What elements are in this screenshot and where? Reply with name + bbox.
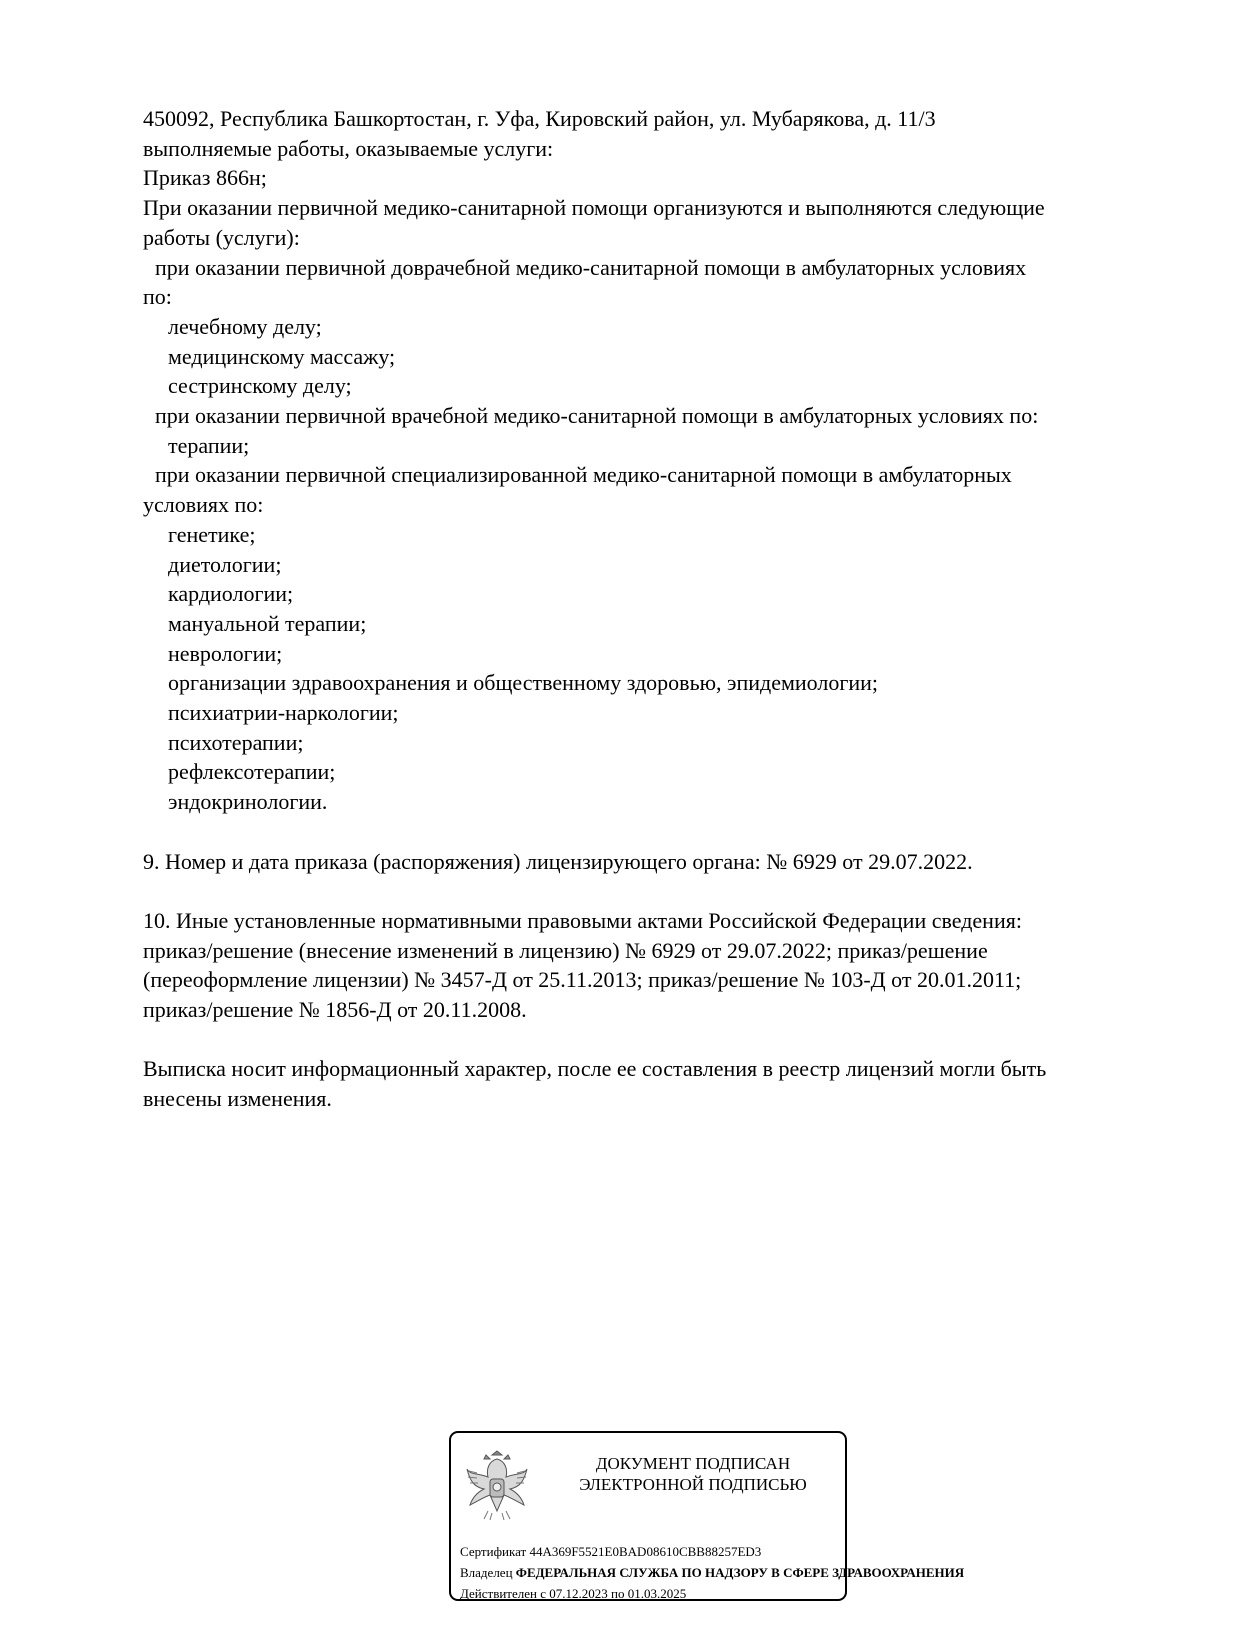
text-line: приказ/решение (внесение изменений в лицензию) № 6929 от 29.07.2022; приказ/решение bbox=[143, 937, 988, 963]
certificate-label: Сертификат bbox=[460, 1544, 527, 1559]
owner-row bbox=[460, 1562, 965, 1583]
text-line: при оказании первичной доврачебной медико-санитарной помощи в амбулаторных условиях bbox=[155, 254, 1027, 280]
text-line: психиатрии-наркологии; bbox=[168, 700, 399, 726]
text-line: мануальной терапии; bbox=[168, 610, 367, 636]
text-line: генетике; bbox=[168, 521, 256, 547]
blank-line bbox=[143, 876, 1153, 906]
electronic-signature-stamp bbox=[449, 1431, 965, 1601]
text-line: работы (услуги): bbox=[143, 224, 300, 250]
text-line: организации здравоохранения и общественному здоровью, эпидемиологии; bbox=[168, 670, 879, 696]
text-line: внесены изменения. bbox=[143, 1086, 332, 1112]
text-line: терапии; bbox=[168, 432, 250, 458]
text-line: медицинскому массажу; bbox=[168, 343, 396, 369]
text-line: 10. Иные установленные нормативными правовыми актами Российской Федерации сведения: bbox=[143, 907, 1022, 933]
text-line: при оказании первичной специализированной медико-санитарной помощи в амбулаторных bbox=[155, 462, 1012, 488]
blank-line bbox=[143, 1025, 1153, 1055]
license-extract-text bbox=[143, 104, 1153, 1114]
text-line: 9. Номер и дата приказа (распоряжения) лицензирующего органа: № 6929 от 29.07.2022. bbox=[143, 848, 973, 874]
text-line: Приказ 866н; bbox=[143, 165, 267, 191]
stamp-details bbox=[460, 1541, 965, 1604]
owner-value: ФЕДЕРАЛЬНАЯ СЛУЖБА ПО НАДЗОРУ В СФЕРЕ ЗДРАВООХРАНЕНИЯ bbox=[515, 1565, 965, 1580]
text-line: психотерапии; bbox=[168, 729, 304, 755]
text-line: по: bbox=[143, 284, 172, 310]
text-line: условиях по: bbox=[143, 492, 264, 518]
text-line: приказ/решение № 1856-Д от 20.11.2008. bbox=[143, 997, 527, 1023]
text-line: кардиологии; bbox=[168, 581, 294, 607]
stamp-title-line-1: ДОКУМЕНТ ПОДПИСАН bbox=[595, 1454, 791, 1473]
text-line: выполняемые работы, оказываемые услуги: bbox=[143, 135, 554, 161]
owner-label: Владелец bbox=[460, 1565, 513, 1580]
certificate-row bbox=[460, 1541, 880, 1562]
text-line: эндокринологии. bbox=[168, 789, 328, 815]
stamp-title bbox=[543, 1453, 843, 1495]
russian-coat-of-arms-icon bbox=[464, 1445, 530, 1523]
text-line: при оказании первичной врачебной медико-санитарной помощи в амбулаторных условиях по: bbox=[155, 403, 1039, 429]
text-line: неврологии; bbox=[168, 640, 283, 666]
blank-line bbox=[143, 817, 1153, 847]
text-line: диетологии; bbox=[168, 551, 282, 577]
text-line: 450092, Республика Башкортостан, г. Уфа, Кировский район, ул. Мубарякова, д. 11/3 bbox=[143, 106, 936, 131]
text-line: (переоформление лицензии) № 3457-Д от 25.11.2013; приказ/решение № 103-Д от 20.01.2011; bbox=[143, 967, 1022, 993]
text-line: При оказании первичной медико-санитарной помощи организуются и выполняются следующие bbox=[143, 195, 1045, 221]
text-line: Выписка носит информационный характер, после ее составления в реестр лицензий могли быть bbox=[143, 1056, 1047, 1082]
text-line: рефлексотерапии; bbox=[168, 759, 336, 785]
stamp-title-line-2: ЭЛЕКТРОННОЙ ПОДПИСЬЮ bbox=[579, 1475, 807, 1494]
certificate-value: 44A369F5521E0BAD08610CBB88257ED3 bbox=[529, 1544, 762, 1559]
text-line: сестринскому делу; bbox=[168, 373, 352, 399]
validity-row: Действителен с 07.12.2023 по 01.03.2025 bbox=[460, 1586, 687, 1601]
text-line: лечебному делу; bbox=[168, 313, 322, 339]
